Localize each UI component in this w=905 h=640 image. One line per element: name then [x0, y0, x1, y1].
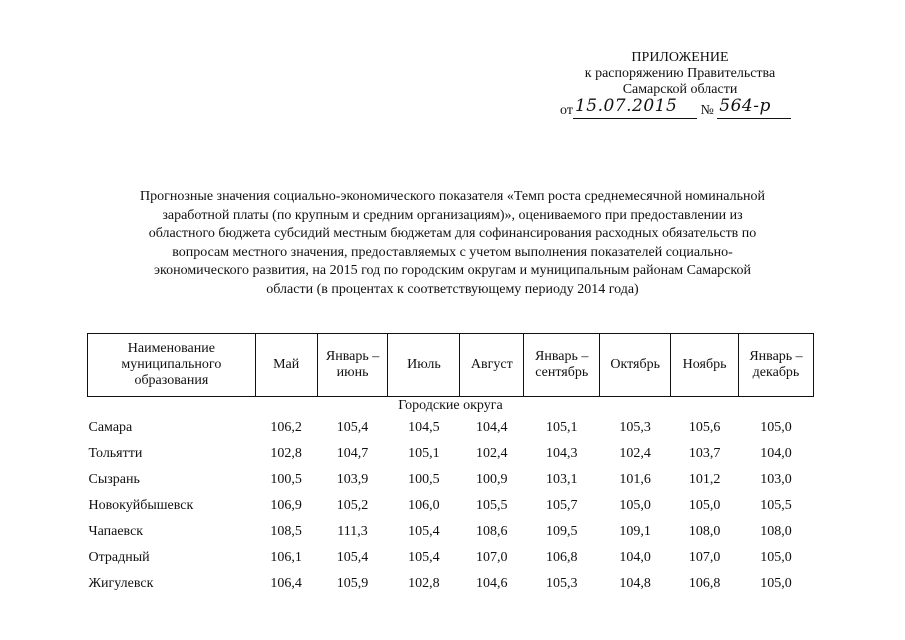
- indicator-value: 105,5: [760, 498, 792, 513]
- title-line: вопросам местного значения, предоставляемых с учетом выполнения показателей социально-: [172, 244, 733, 260]
- column-header-october: Октябрь: [600, 334, 671, 397]
- indicator-value: 104,6: [476, 576, 508, 591]
- indicator-value: 105,6: [688, 420, 721, 435]
- indicator-value: 105,3: [545, 576, 578, 591]
- table-row: [88, 441, 814, 467]
- indicator-value: 106,8: [545, 550, 578, 565]
- table-row: [88, 493, 814, 519]
- indicator-value: 105,1: [408, 446, 440, 461]
- title-line: заработной платы (по крупным и средним организациям)», оцениваемого при предоставлении из: [162, 207, 743, 223]
- indicator-value: 105,4: [408, 524, 440, 539]
- indicator-value: 105,4: [408, 550, 440, 565]
- indicator-value: 105,0: [619, 498, 651, 513]
- document-title: [95, 188, 810, 299]
- indicator-value: 105,9: [336, 576, 369, 591]
- indicator-value: 104,4: [476, 420, 508, 435]
- indicator-value: 108,0: [688, 524, 721, 539]
- indicator-value: 102,4: [619, 446, 651, 461]
- indicator-value: 105,0: [760, 550, 792, 565]
- indicator-value: 105,1: [545, 420, 578, 435]
- indicator-value: 109,1: [619, 524, 651, 539]
- indicator-value: 100,5: [270, 472, 302, 487]
- indicator-value: 102,8: [408, 576, 440, 591]
- municipality-name: Самара: [88, 420, 133, 435]
- indicator-value: 108,0: [760, 524, 792, 539]
- indicator-value: 100,5: [408, 472, 440, 487]
- appendix-title: ПРИЛОЖЕНИЕ: [631, 50, 729, 65]
- indicator-value: 101,6: [619, 472, 651, 487]
- column-header-july: Июль: [388, 334, 460, 397]
- title-line: области (в процентах к соответствующему периоду 2014 года): [266, 281, 639, 297]
- municipality-name: Отрадный: [88, 550, 150, 565]
- municipality-name: Новокуйбышевск: [88, 498, 194, 513]
- indicator-value: 106,2: [270, 420, 302, 435]
- indicator-value: 105,0: [760, 576, 792, 591]
- indicator-value: 104,5: [408, 420, 440, 435]
- indicator-value: 104,0: [619, 550, 651, 565]
- indicator-table: [87, 333, 814, 597]
- indicator-value: 101,2: [688, 472, 721, 487]
- indicator-value: 103,1: [545, 472, 578, 487]
- appendix-region: Самарской области: [622, 82, 738, 97]
- table-row: [88, 415, 814, 441]
- indicator-value: 103,9: [336, 472, 369, 487]
- indicator-value: 111,3: [337, 524, 368, 539]
- indicator-value: 106,8: [688, 576, 721, 591]
- title-line: областного бюджета субсидий местным бюджетам для софинансирования расходных обязательств по: [148, 226, 757, 241]
- column-header-november: Ноябрь: [671, 334, 739, 397]
- column-header-jan-sep: Январь – сентябрь: [524, 334, 600, 397]
- table-row: [88, 545, 814, 571]
- table-header-row: [88, 334, 814, 397]
- municipality-name: Чапаевск: [88, 524, 144, 539]
- indicator-value: 103,7: [688, 446, 721, 461]
- indicator-value: 105,2: [336, 498, 369, 513]
- handwritten-date: 15.07.2015: [574, 96, 678, 116]
- municipality-name: Жигулевск: [88, 576, 154, 591]
- group-row: [88, 397, 814, 416]
- municipality-name: Тольятти: [88, 446, 143, 461]
- indicator-value: 109,5: [545, 524, 578, 539]
- column-header-may: Май: [255, 334, 317, 397]
- title-line: экономического развития, на 2015 год по городским округам и муниципальным районам Самарской: [154, 263, 751, 278]
- indicator-value: 105,0: [760, 420, 792, 435]
- indicator-value: 105,4: [336, 550, 369, 565]
- table-row: [88, 571, 814, 597]
- indicator-value: 105,5: [476, 498, 508, 513]
- indicator-value: 104,7: [336, 446, 369, 461]
- indicator-value: 104,0: [760, 446, 792, 461]
- appendix-subtitle: к распоряжению Правительства: [584, 66, 776, 81]
- indicator-value: 105,3: [619, 420, 651, 435]
- indicator-value: 100,9: [476, 472, 508, 487]
- date-prefix: от: [560, 103, 573, 118]
- column-header-august: Август: [460, 334, 524, 397]
- indicator-value: 104,3: [545, 446, 578, 461]
- column-header-jan-dec: Январь – декабрь: [739, 334, 814, 397]
- column-header-municipality: Наименование муниципального образования: [88, 334, 256, 397]
- indicator-value: 106,0: [408, 498, 440, 513]
- appendix-header: [555, 50, 805, 98]
- indicator-value: 102,4: [476, 446, 508, 461]
- number-prefix: №: [700, 103, 714, 118]
- indicator-value: 107,0: [476, 550, 508, 565]
- indicator-value: 105,0: [688, 498, 721, 513]
- indicator-value: 103,0: [760, 472, 792, 487]
- table-row: [88, 519, 814, 545]
- group-label: Городские округа: [398, 398, 503, 413]
- municipality-name: Сызрань: [88, 472, 140, 487]
- indicator-value: 106,1: [270, 550, 302, 565]
- order-reference: [560, 96, 820, 122]
- indicator-value: 107,0: [688, 550, 721, 565]
- indicator-value: 108,6: [476, 524, 508, 539]
- indicator-value: 105,7: [545, 498, 578, 513]
- column-header-jan-jun: Январь – июнь: [317, 334, 388, 397]
- indicator-value: 102,8: [270, 446, 302, 461]
- table-row: [88, 467, 814, 493]
- handwritten-number: 564-р: [719, 96, 771, 116]
- title-line: Прогнозные значения социально-экономического показателя «Темп роста среднемесячной номинальной: [140, 189, 765, 204]
- indicator-value: 106,4: [270, 576, 302, 591]
- indicator-value: 104,8: [619, 576, 651, 591]
- indicator-value: 105,4: [336, 420, 369, 435]
- indicator-value: 108,5: [270, 524, 302, 539]
- indicator-value: 106,9: [270, 498, 302, 513]
